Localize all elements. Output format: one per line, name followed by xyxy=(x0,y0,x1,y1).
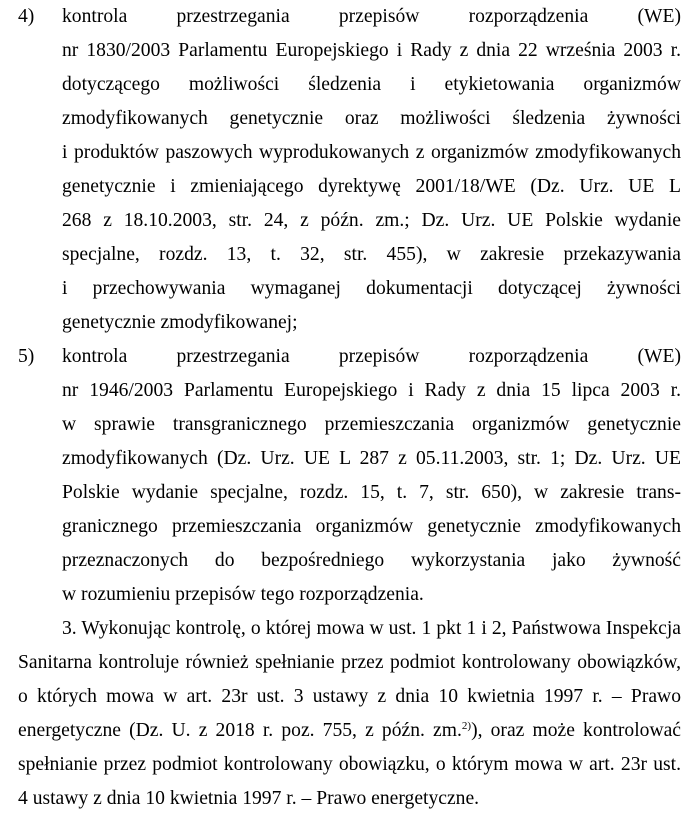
paragraph-line: o których mowa w art. 23r ust. 3 ustawy z dnia 10 kwietnia 1997 r. – Prawo xyxy=(18,686,681,707)
paragraph-text: ), oraz może kontrolować xyxy=(471,720,681,741)
item-5-line: w rozumieniu przepisów tego rozporządzenia. xyxy=(62,584,424,605)
item-5-line: nr 1946/2003 Parlamentu Europejskiego i Rady z dnia 15 lipca 2003 r. xyxy=(62,380,681,401)
paragraph-line: spełnianie przez podmiot kontrolowany obowiązku, o którym mowa w art. 23r ust. xyxy=(18,754,681,775)
item-5-line: zmodyfikowanych (Dz. Urz. UE L 287 z 05.11.2003, str. 1; Dz. Urz. UE xyxy=(62,448,681,469)
item-5-line: granicznego przemieszczania organizmów genetycznie zmodyfikowanych xyxy=(62,516,681,537)
item-5-line: kontrola przestrzegania przepisów rozporządzenia (WE) xyxy=(62,346,681,367)
item-5-line: przeznaczonych do bezpośredniego wykorzystania jako żywność xyxy=(62,550,681,571)
item-4-line: kontrola przestrzegania przepisów rozporządzenia (WE) xyxy=(62,6,681,27)
item-4-line: 268 z 18.10.2003, str. 24, z późn. zm.; Dz. Urz. UE Polskie wydanie xyxy=(62,210,681,231)
item-5-line: Polskie wydanie specjalne, rozdz. 15, t. 7, str. 650), w zakresie trans- xyxy=(62,482,681,503)
paragraph-line xyxy=(18,714,681,748)
item-4-line: zmodyfikowanych genetycznie oraz możliwości śledzenia żywności xyxy=(62,108,681,129)
item-4-line: specjalne, rozdz. 13, t. 32, str. 455), w zakresie przekazywania xyxy=(62,244,681,265)
list-number: 4) xyxy=(18,6,35,27)
item-5-line: w sprawie transgranicznego przemieszczania organizmów genetycznie xyxy=(62,414,681,435)
item-4-line: genetycznie zmodyfikowanej; xyxy=(62,312,298,333)
item-4-line: i produktów paszowych wyprodukowanych z organizmów zmodyfikowanych xyxy=(62,142,681,163)
item-4-line: nr 1830/2003 Parlamentu Europejskiego i Rady z dnia 22 września 2003 r. xyxy=(62,40,681,61)
paragraph-line: 4 ustawy z dnia 10 kwietnia 1997 r. – Prawo energetyczne. xyxy=(18,788,480,809)
footnote-reference[interactable]: 2) xyxy=(461,720,472,732)
item-4-line: genetycznie i zmieniającego dyrektywę 2001/18/WE (Dz. Urz. UE L xyxy=(62,176,681,197)
paragraph-text: energetyczne (Dz. U. z 2018 r. poz. 755, z późn. zm. xyxy=(18,720,462,741)
list-number: 5) xyxy=(18,346,35,367)
item-4-line: dotyczącego możliwości śledzenia i etykietowania organizmów xyxy=(62,74,681,95)
paragraph-line: Sanitarna kontroluje również spełnianie przez podmiot kontrolowany obowiązków, xyxy=(18,652,681,673)
item-4-line: i przechowywania wymaganej dokumentacji dotyczącej żywności xyxy=(62,278,681,299)
paragraph-line: 3. Wykonując kontrolę, o której mowa w ust. 1 pkt 1 i 2, Państwowa Inspekcja xyxy=(62,618,681,639)
